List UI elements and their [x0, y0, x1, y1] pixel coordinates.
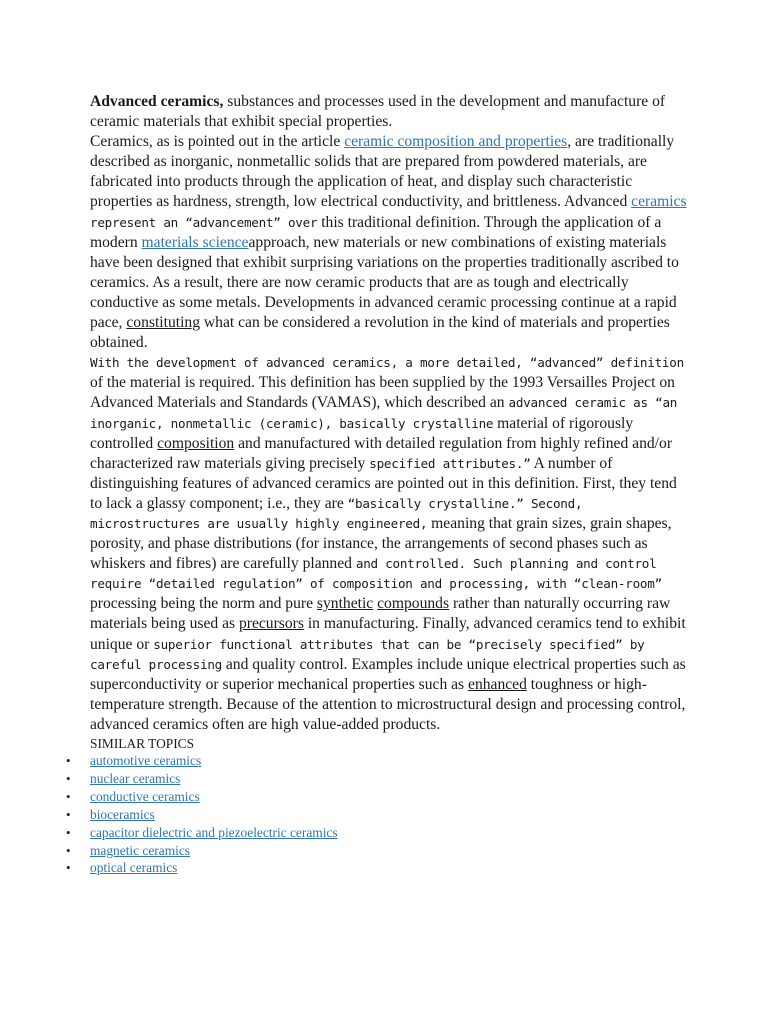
term-constituting: constituting [126, 314, 200, 332]
bullet-icon: • [66, 806, 71, 822]
similar-topics-list [66, 752, 666, 877]
link-materials-science[interactable]: materials science [141, 233, 249, 251]
topic-link[interactable]: bioceramics [90, 806, 155, 822]
p2-text-3: represent an “advancement” over [90, 214, 318, 230]
term-compounds: compounds [377, 595, 450, 613]
p3-text-9: in manufacturing. Finally, advanced ceramics tend to exhibit unique or [90, 615, 686, 653]
topic-link[interactable]: capacitor dielectric and piezoelectric ceramics [90, 824, 338, 840]
p2-text-1: Ceramics, as is pointed out in the article [90, 133, 345, 151]
p3-text-3: and manufactured with detailed regulation from highly refined and/or characterized raw materials giving precisely [90, 434, 673, 472]
intro-text: substances and processes used in the development and manufacture of ceramic materials that exhibit special properties. [90, 93, 666, 131]
p3-alt-2: advanced ceramic as “an inorganic, nonmetallic (ceramic), basically crystalline [90, 395, 678, 431]
p3-text-8: rather than naturally occurring raw materials being used as [90, 595, 671, 633]
p3-alt-3: specified attributes.” [369, 455, 531, 471]
p3-text-4: A number of distinguishing features of advanced ceramics are pointed out in this definition. First, they tend to lack a glassy component; i.e., they are [90, 454, 677, 512]
list-item[interactable] [66, 842, 666, 860]
list-item[interactable] [66, 859, 666, 877]
bullet-icon: • [66, 753, 71, 768]
p3-alt-4: “basically crystalline.” Second, microstructures are usually highly engineered, [90, 495, 583, 531]
topic-link[interactable]: nuclear ceramics [90, 770, 181, 786]
term-enhanced: enhanced [468, 675, 527, 693]
p3-text-11: toughness or high-temperature strength. Because of the attention to microstructural design and processing control, advanced ceramics often are high value-added products. [90, 675, 686, 733]
link-ceramic-composition[interactable]: ceramic composition and properties [344, 133, 568, 151]
topic-link[interactable]: automotive ceramics [90, 753, 202, 768]
topic-link[interactable]: conductive ceramics [90, 788, 200, 804]
list-item[interactable] [66, 806, 666, 824]
term-composition: composition [157, 434, 235, 452]
p3-alt-6: superior functional attributes that can be “precisely specified” by careful processing [90, 636, 645, 672]
p3-text-2: material of rigorously controlled [90, 414, 634, 452]
list-item[interactable] [66, 824, 666, 842]
intro-paragraph [90, 92, 690, 132]
list-item[interactable] [66, 752, 666, 770]
term-synthetic: synthetic [316, 595, 374, 613]
bullet-icon: • [66, 860, 71, 876]
p2-text-5: approach, new materials or new combinations of existing materials have been designed that exhibit surprising variations on the properties traditionally ascribed to ceramics. As a result, there are now ceramic products that are as tough and electrically conductive as some metals. Developments in advanced ceramic processing continue at a rapid pace, [90, 233, 679, 332]
definition-paragraph [90, 132, 690, 353]
p3-text-5: meaning that grain sizes, grain shapes, porosity, and phase distributions (for instance, the arrangements of second phases such as whiskers and fibres) are carefully planned [90, 514, 672, 573]
p2-text-6: what can be considered a revolution in the kind of materials and properties obtained. [90, 314, 670, 352]
bullet-icon: • [66, 842, 71, 858]
p2-text-4: this traditional definition. Through the application of a modern [90, 213, 662, 251]
lead-term: Advanced ceramics, [90, 93, 224, 110]
p3-text-1: of the material is required. This definition has been supplied by the 1993 Versailles Project on Advanced Materials and Standards (VAMAS), which described an [90, 374, 675, 412]
p3-text-10: and quality control. Examples include unique electrical properties such as superconductivity or superior mechanical properties such as [90, 655, 686, 693]
list-item[interactable] [66, 770, 666, 788]
similar-topics-heading: SIMILAR TOPICS [90, 736, 195, 751]
topic-link[interactable]: magnetic ceramics [90, 842, 191, 858]
bullet-icon: • [66, 824, 71, 840]
article [66, 92, 690, 877]
p3-text-6: processing being the norm and pure [90, 595, 317, 613]
vamas-paragraph [90, 353, 690, 735]
p3-alt-1: With the development of advanced ceramics, a more detailed, “advanced” definition [90, 355, 684, 371]
term-precursors: precursors [238, 615, 304, 633]
p2-text-2: , are traditionally described as inorganic, nonmetallic solids that are prepared from powdered materials, are fabricated into products through the application of heat, and display such characteristic properties as hardness, strength, low electrical conductivity, and brittleness. Advanced [90, 133, 675, 211]
list-item[interactable] [66, 788, 666, 806]
bullet-icon: • [66, 788, 71, 804]
link-ceramics[interactable]: ceramics [631, 193, 687, 211]
p3-alt-5: and controlled. Such planning and control require “detailed regulation” of composition and processing, with “clean-room” [90, 556, 662, 592]
bullet-icon: • [66, 770, 71, 786]
topic-link[interactable]: optical ceramics [90, 860, 178, 876]
